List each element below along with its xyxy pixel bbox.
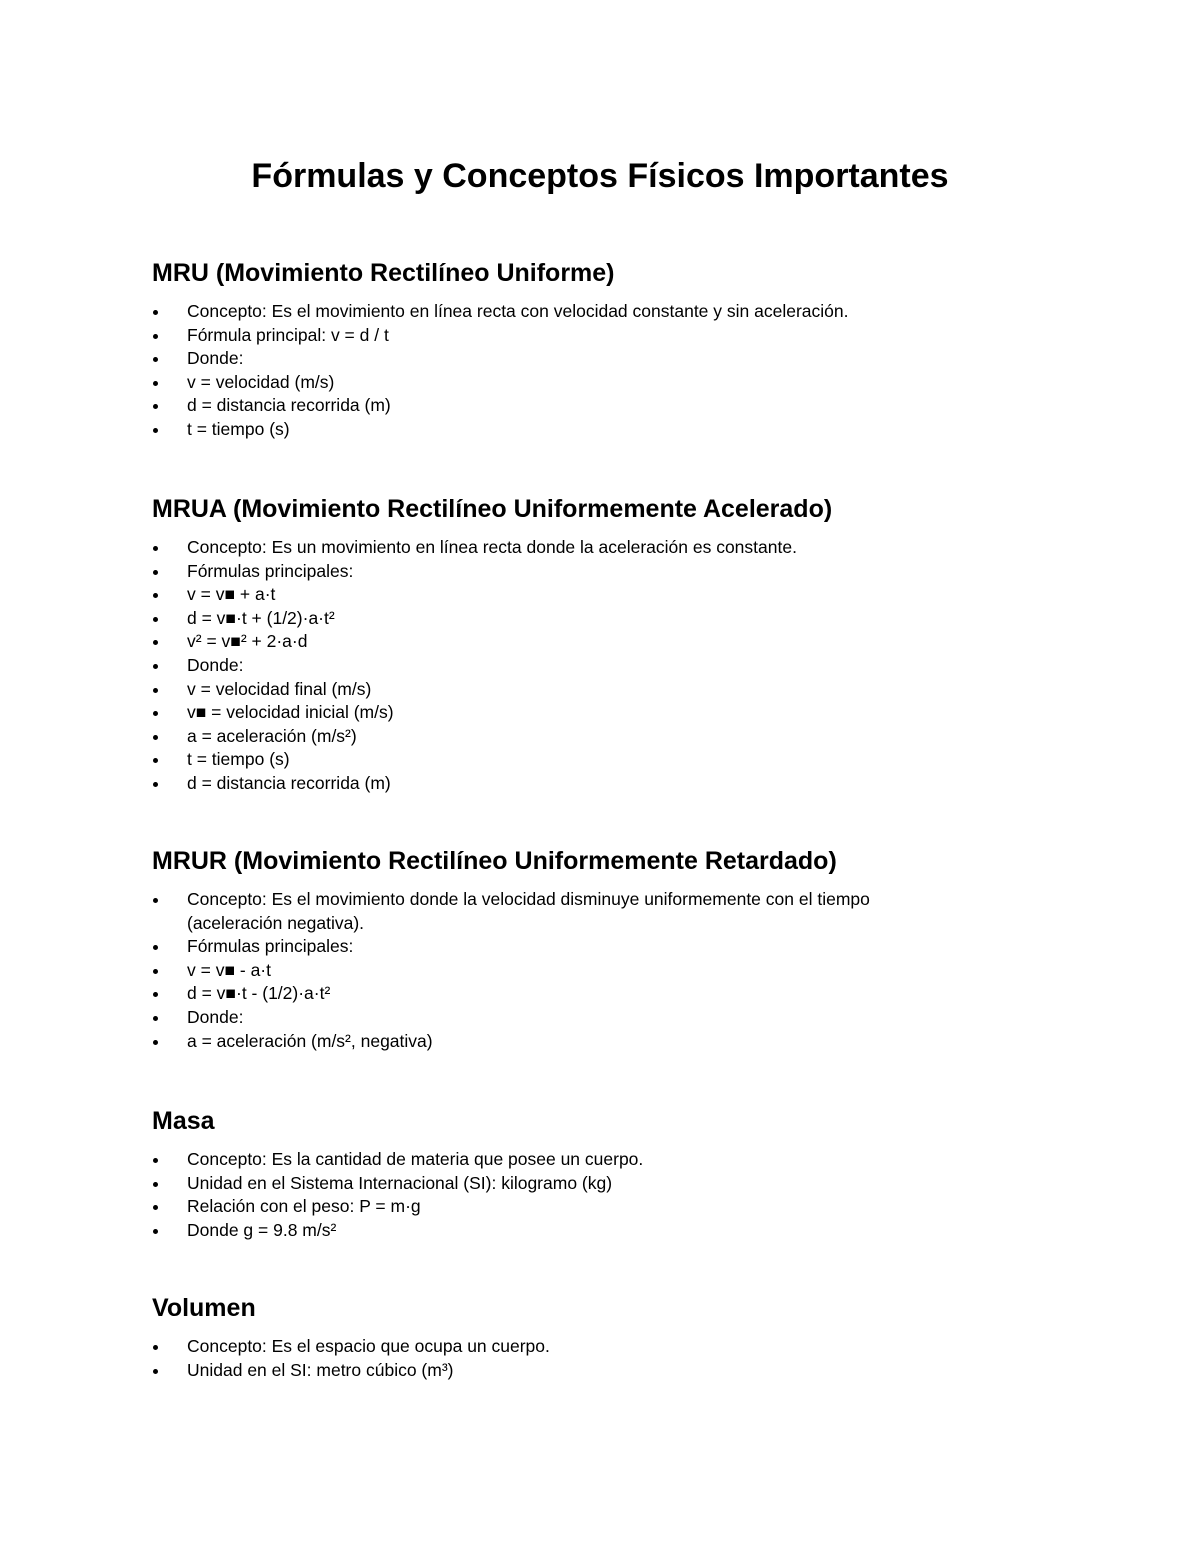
list-item: [152, 772, 1052, 796]
section-heading: MRU (Movimiento Rectilíneo Uniforme): [152, 259, 615, 287]
section-heading: MRUA (Movimiento Rectilíneo Uniformemente Acelerado): [152, 495, 833, 523]
list-item-text: Concepto: Es el espacio que ocupa un cuerpo.: [187, 1336, 550, 1356]
list-item-text: Donde:: [187, 654, 244, 675]
bullet-icon: [153, 428, 158, 433]
list-item-text: a = aceleración (m/s²): [187, 725, 357, 746]
list-item-text: t = tiempo (s): [187, 418, 290, 439]
list-item-text: Unidad en el Sistema Internacional (SI): kilogramo (kg): [187, 1172, 613, 1193]
bullet-icon: [153, 1182, 158, 1187]
bullet-icon: [153, 1158, 158, 1163]
list-item: [152, 607, 1052, 631]
list-item: [152, 982, 1052, 1006]
list-item-text: d = distancia recorrida (m): [187, 395, 391, 416]
list-item-text formula: v■ = velocidad inicial (m/s): [187, 702, 394, 723]
list-item-text: t = tiempo (s): [187, 749, 290, 770]
list-item: [152, 725, 1052, 749]
bullet-icon: [153, 404, 158, 409]
section-volumen: [152, 1291, 1052, 1382]
list-item-text: Relación con el peso: P = m·g: [187, 1196, 421, 1217]
list-item-text: a = aceleración (m/s², negativa): [187, 1030, 433, 1051]
list-item: [152, 1195, 1052, 1219]
list-item: [152, 888, 1052, 935]
list-item: [152, 1359, 1052, 1383]
list-item-text: Fórmula principal: v = d / t: [187, 324, 389, 345]
list-item: [152, 959, 1052, 983]
list-item-text: Donde:: [187, 1006, 244, 1027]
bullet-icon: [153, 357, 158, 362]
list-item: [152, 935, 1052, 959]
list-item: [152, 1335, 1052, 1359]
list-item: [152, 347, 1052, 371]
list-item: [152, 560, 1052, 584]
bullet-icon: [153, 782, 158, 787]
bullet-icon: [153, 1016, 158, 1021]
list-item-text: v = velocidad final (m/s): [187, 678, 372, 699]
bullet-icon: [153, 640, 158, 645]
section-mrur: [152, 844, 1052, 1053]
bullet-icon: [153, 593, 158, 598]
bullet-icon: [153, 310, 158, 315]
bullet-icon: [153, 334, 158, 339]
section-heading: Masa: [152, 1107, 215, 1135]
list-item-text formula: v = v■ - a·t: [187, 959, 271, 980]
bullet-list: [152, 888, 1052, 1053]
list-item-text: Fórmulas principales:: [187, 560, 354, 581]
bullet-icon: [153, 1369, 158, 1374]
bullet-icon: [153, 688, 158, 693]
bullet-icon: [153, 735, 158, 740]
bullet-icon: [153, 758, 158, 763]
list-item: [152, 394, 1052, 418]
list-item-text formula: d = v■·t - (1/2)·a·t²: [187, 983, 331, 1004]
list-item: [152, 678, 1052, 702]
list-item: [152, 324, 1052, 348]
section-masa: [152, 1104, 1052, 1242]
list-item-text: d = distancia recorrida (m): [187, 772, 391, 793]
section-heading: Volumen: [152, 1294, 256, 1322]
list-item-text: Concepto: Es el movimiento donde la velocidad disminuye uniformemente con el tiempo (aceleración negativa).: [187, 889, 870, 933]
list-item-text: Concepto: Es la cantidad de materia que posee un cuerpo.: [187, 1149, 644, 1169]
list-item: [152, 1172, 1052, 1196]
list-item: [152, 583, 1052, 607]
section-heading: MRUR (Movimiento Rectilíneo Uniformemente Retardado): [152, 847, 837, 875]
list-item-text formula: d = v■·t + (1/2)·a·t²: [187, 607, 335, 628]
bullet-icon: [153, 945, 158, 950]
list-item-text: Donde g = 9.8 m/s²: [187, 1219, 337, 1240]
list-item: [152, 1148, 1052, 1172]
bullet-icon: [153, 898, 158, 903]
bullet-icon: [153, 992, 158, 997]
bullet-icon: [153, 546, 158, 551]
section-mru: [152, 256, 1052, 442]
list-item: [152, 1006, 1052, 1030]
list-item-text: Concepto: Es el movimiento en línea recta con velocidad constante y sin aceleración.: [187, 301, 849, 321]
bullet-icon: [153, 1205, 158, 1210]
bullet-icon: [153, 664, 158, 669]
list-item: [152, 654, 1052, 678]
list-item-text formula: v = v■ + a·t: [187, 584, 276, 605]
list-item-text: Donde:: [187, 348, 244, 369]
bullet-icon: [153, 711, 158, 716]
bullet-list: [152, 536, 1052, 796]
list-item: [152, 1030, 1052, 1054]
bullet-list: [152, 1148, 1052, 1242]
list-item: [152, 536, 1052, 560]
list-item: [152, 630, 1052, 654]
bullet-icon: [153, 570, 158, 575]
bullet-icon: [153, 1229, 158, 1234]
list-item: [152, 1219, 1052, 1243]
list-item: [152, 371, 1052, 395]
bullet-icon: [153, 1345, 158, 1350]
page-title: Fórmulas y Conceptos Físicos Importantes: [251, 157, 949, 195]
list-item: [152, 748, 1052, 772]
bullet-list: [152, 300, 1052, 442]
list-item: [152, 701, 1052, 725]
list-item: [152, 300, 1052, 324]
list-item-text: Concepto: Es un movimiento en línea recta donde la aceleración es constante.: [187, 537, 797, 557]
section-mrua: [152, 492, 1052, 796]
bullet-icon: [153, 1040, 158, 1045]
list-item-text: Unidad en el SI: metro cúbico (m³): [187, 1359, 454, 1380]
bullet-icon: [153, 381, 158, 386]
list-item: [152, 418, 1052, 442]
list-item-text: Fórmulas principales:: [187, 936, 354, 957]
bullet-list: [152, 1335, 1052, 1382]
list-item-text: v = velocidad (m/s): [187, 371, 335, 392]
bullet-icon: [153, 969, 158, 974]
bullet-icon: [153, 617, 158, 622]
list-item-text formula: v² = v■² + 2·a·d: [187, 631, 308, 652]
